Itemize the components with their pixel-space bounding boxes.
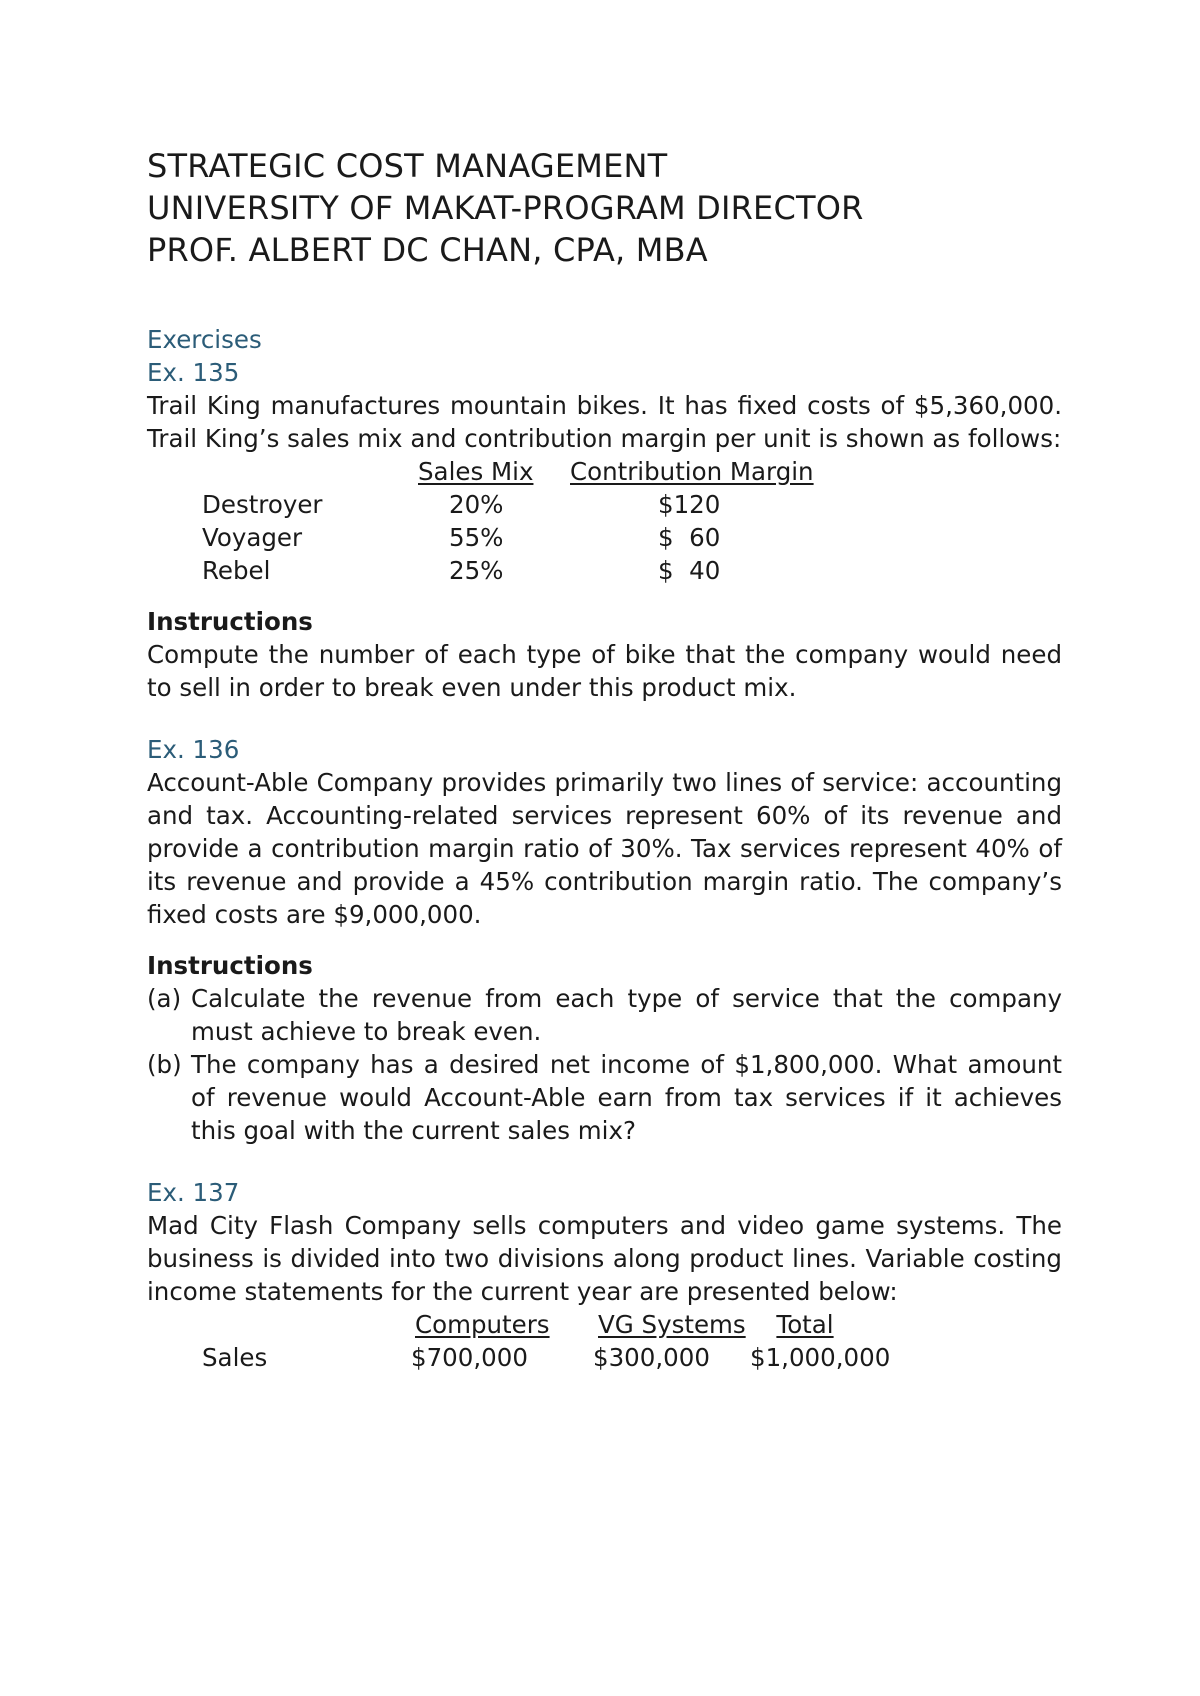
contribution-margin-value: $ 60 xyxy=(658,523,721,552)
ex137-body: Mad City Flash Company sells computers and video game systems. The business is divided into two divisions along product lines. Variable costing income statements for the current year are presented below: xyxy=(147,1211,1062,1306)
ex135-instructions: Compute the number of each type of bike that the company would need to sell in order to break even under this product mix. xyxy=(147,640,1062,702)
document-header xyxy=(147,145,864,271)
ex137-income-statement-table xyxy=(147,1308,1062,1374)
product-name: Rebel xyxy=(202,556,271,585)
ex137-heading: Ex. 137 xyxy=(147,1178,240,1207)
row-label: Sales xyxy=(202,1343,268,1372)
list-item xyxy=(147,1048,1062,1147)
table-header-row xyxy=(147,455,1062,488)
list-marker: (b) xyxy=(147,1050,182,1079)
ex136-instructions-label: Instructions xyxy=(147,951,313,980)
column-header-computers: Computers xyxy=(415,1310,550,1339)
list-item xyxy=(147,982,1062,1048)
university-line: UNIVERSITY OF MAKAT-PROGRAM DIRECTOR xyxy=(147,189,864,227)
table-row xyxy=(147,554,1062,587)
contribution-margin-value: $ 40 xyxy=(658,556,721,585)
ex135-body: Trail King manufactures mountain bikes. It has fixed costs of $5,360,000. Trail King’s sales mix and contribution margin per unit is shown as follows: xyxy=(147,391,1062,453)
vg-systems-value: $300,000 xyxy=(593,1343,710,1372)
ex135-heading: Ex. 135 xyxy=(147,358,240,387)
document-body xyxy=(147,323,1062,1374)
column-header-vg-systems: VG Systems xyxy=(598,1310,746,1339)
ex136-heading: Ex. 136 xyxy=(147,735,240,764)
sales-mix-value: 20% xyxy=(449,490,504,519)
total-value: $1,000,000 xyxy=(750,1343,891,1372)
table-header-row xyxy=(147,1308,1062,1341)
contribution-margin-value: $120 xyxy=(658,490,721,519)
professor-line: PROF. ALBERT DC CHAN, CPA, MBA xyxy=(147,231,708,269)
list-marker: (a) xyxy=(147,984,182,1013)
ex135-sales-mix-table xyxy=(147,455,1062,587)
list-item-text: The company has a desired net income of $1,800,000. What amount of revenue would Account-Able earn from tax services if it achieves this goal with the current sales mix? xyxy=(191,1050,1062,1145)
sales-mix-value: 55% xyxy=(449,523,504,552)
product-name: Voyager xyxy=(202,523,303,552)
column-header-sales-mix: Sales Mix xyxy=(418,457,534,486)
computers-value: $700,000 xyxy=(411,1343,528,1372)
table-row xyxy=(147,521,1062,554)
table-row xyxy=(147,1341,1062,1374)
column-header-contribution-margin: Contribution Margin xyxy=(570,457,814,486)
course-title: STRATEGIC COST MANAGEMENT xyxy=(147,147,668,185)
sales-mix-value: 25% xyxy=(449,556,504,585)
table-row xyxy=(147,488,1062,521)
list-item-text: Calculate the revenue from each type of service that the company must achieve to break even. xyxy=(191,984,1062,1046)
ex136-body: Account-Able Company provides primarily two lines of service: accounting and tax. Accounting-related services represent 60% of its revenue and provide a contribution margin ratio of 30%. Tax services represent 40% of its revenue and provide a 45% contribution margin ratio. The company’s fixed costs are $9,000,000. xyxy=(147,768,1062,929)
product-name: Destroyer xyxy=(202,490,323,519)
exercises-heading: Exercises xyxy=(147,325,262,354)
column-header-total: Total xyxy=(776,1310,834,1339)
ex135-instructions-label: Instructions xyxy=(147,607,313,636)
